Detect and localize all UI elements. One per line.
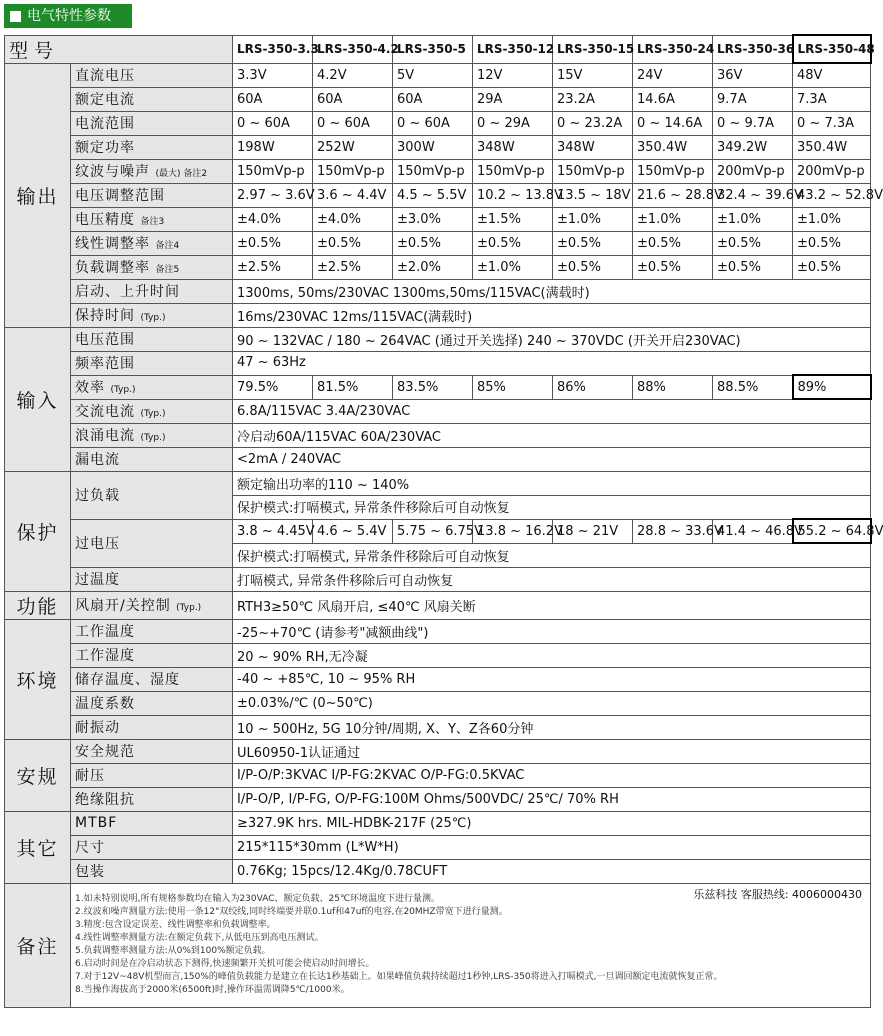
rated-current-value: 60A <box>233 87 313 111</box>
overvoltage-value: 3.8 ~ 4.45V <box>233 519 313 543</box>
rated-power-value: 198W <box>233 135 313 159</box>
efficiency-label: 效率 (Typ.) <box>71 375 233 399</box>
line-reg-value: ±0.5% <box>473 231 553 255</box>
service-hotline: 乐兹科技 客服热线: 4006000430 <box>693 887 863 901</box>
table-row <box>5 135 871 159</box>
rated-current-value: 60A <box>393 87 473 111</box>
line-reg-value: ±0.5% <box>313 231 393 255</box>
load-reg-note: 备注5 <box>155 265 180 275</box>
overvoltage-value: 55.2 ~ 64.8V <box>793 519 871 543</box>
temp-coeff-value: ±0.03%/℃ (0~50℃) <box>233 691 871 715</box>
temp-coeff-label: 温度系数 <box>71 691 233 715</box>
mtbf-label: MTBF <box>71 811 233 835</box>
rated-power-value: 349.2W <box>713 135 793 159</box>
packing-label: 包装 <box>71 859 233 883</box>
line-reg-value: ±0.5% <box>793 231 871 255</box>
table-row <box>5 667 871 691</box>
working-humidity-label: 工作湿度 <box>71 643 233 667</box>
note-line: 2.纹波和噪声测量方法:使用一条12"双绞线,同时终端要并联0.1uf和47uf的电容,在20MHZ带宽下进行量测。 <box>75 907 508 917</box>
line-reg-value: ±0.5% <box>633 231 713 255</box>
withstand-label: 耐压 <box>71 763 233 787</box>
current-range-value: 0 ~ 60A <box>233 111 313 135</box>
overvoltage-mode: 保护模式:打嗝模式, 异常条件移除后可自动恢复 <box>233 543 871 567</box>
overtemp-label: 过温度 <box>71 567 233 591</box>
voltage-adj-value: 3.6 ~ 4.4V <box>313 183 393 207</box>
model-header: LRS-350-12 <box>473 35 553 63</box>
overvoltage-value: 28.8 ~ 33.6V <box>633 519 713 543</box>
working-temp-label: 工作温度 <box>71 619 233 643</box>
voltage-adj-value: 10.2 ~ 13.8V <box>473 183 553 207</box>
voltage-range-value: 90 ~ 132VAC / 180 ~ 264VAC (通过开关选择) 240 ~ 370VDC (开关开启230VAC) <box>233 327 871 351</box>
spec-table <box>4 34 883 1008</box>
safety-group: 安规 <box>5 739 71 811</box>
line-reg-value: ±0.5% <box>553 231 633 255</box>
dc-voltage-value: 5V <box>393 63 473 87</box>
voltage-tol-value: ±1.0% <box>793 207 871 231</box>
ripple-note: (最大) 备注2 <box>155 169 208 179</box>
square-icon <box>10 11 21 22</box>
rated-current-value: 7.3A <box>793 87 871 111</box>
current-range-value: 0 ~ 29A <box>473 111 553 135</box>
voltage-adj-value: 32.4 ~ 39.6V <box>713 183 793 207</box>
voltage-tol-value: ±1.5% <box>473 207 553 231</box>
isolation-label: 绝缘阻抗 <box>71 787 233 811</box>
dc-voltage-value: 24V <box>633 63 713 87</box>
dc-voltage-value: 3.3V <box>233 63 313 87</box>
table-row <box>5 423 871 447</box>
overtemp-value: 打嗝模式, 异常条件移除后可自动恢复 <box>233 567 871 591</box>
ripple-value: 150mVp-p <box>313 159 393 183</box>
leakage-value: <2mA / 240VAC <box>233 447 871 471</box>
model-label: 型号 <box>5 35 233 63</box>
overvoltage-label: 过电压 <box>71 519 233 567</box>
table-row <box>5 111 871 135</box>
current-range-value: 0 ~ 60A <box>313 111 393 135</box>
note-line: 3.精度:包含设定误差、线性调整率和负载调整率。 <box>75 920 276 930</box>
dc-voltage-value: 4.2V <box>313 63 393 87</box>
load-reg-value: ±2.5% <box>233 255 313 279</box>
dc-voltage-label: 直流电压 <box>71 63 233 87</box>
section-title: 电气特性参数 <box>4 4 132 28</box>
efficiency-value: 88% <box>633 375 713 399</box>
current-range-label: 电流范围 <box>71 111 233 135</box>
table-row <box>5 375 871 399</box>
table-row <box>5 231 871 255</box>
ripple-value: 150mVp-p <box>633 159 713 183</box>
voltage-adj-value: 4.5 ~ 5.5V <box>393 183 473 207</box>
rated-power-value: 350.4W <box>793 135 871 159</box>
voltage-range-label: 电压范围 <box>71 327 233 351</box>
ripple-value: 150mVp-p <box>553 159 633 183</box>
dc-voltage-value: 15V <box>553 63 633 87</box>
withstand-value: I/P-O/P:3KVAC I/P-FG:2KVAC O/P-FG:0.5KVAC <box>233 763 871 787</box>
standards-label: 安全规范 <box>71 739 233 763</box>
load-reg-value: ±2.0% <box>393 255 473 279</box>
ripple-label: 纹波与噪声 (最大) 备注2 <box>71 159 233 183</box>
current-range-value: 0 ~ 23.2A <box>553 111 633 135</box>
voltage-adj-label: 电压调整范围 <box>71 183 233 207</box>
table-row <box>5 351 871 375</box>
table-row <box>5 691 871 715</box>
table-row <box>5 883 871 1007</box>
hold-up-value: 16ms/230VAC 12ms/115VAC(满载时) <box>233 303 871 327</box>
table-row <box>5 787 871 811</box>
table-row <box>5 303 871 327</box>
current-range-value: 0 ~ 7.3A <box>793 111 871 135</box>
line-reg-note: 备注4 <box>155 241 180 251</box>
packing-value: 0.76Kg; 15pcs/12.4Kg/0.78CUFT <box>233 859 871 883</box>
current-range-value: 0 ~ 14.6A <box>633 111 713 135</box>
load-reg-value: ±0.5% <box>713 255 793 279</box>
table-row <box>5 715 871 739</box>
rated-current-value: 60A <box>313 87 393 111</box>
model-header: LRS-350-24 <box>633 35 713 63</box>
note-line: 8.当操作海拔高于2000米(6500ft)时,操作环温需调降5℃/1000米。 <box>75 985 350 995</box>
ac-current-label: 交流电流 (Typ.) <box>71 399 233 423</box>
voltage-adj-value: 2.97 ~ 3.6V <box>233 183 313 207</box>
notes-content <box>71 883 871 1007</box>
dimension-value: 215*115*30mm (L*W*H) <box>233 835 871 859</box>
efficiency-value: 88.5% <box>713 375 793 399</box>
table-row <box>5 859 871 883</box>
model-header: LRS-350-5 <box>393 35 473 63</box>
efficiency-value: 85% <box>473 375 553 399</box>
working-humidity-value: 20 ~ 90% RH,无冷凝 <box>233 643 871 667</box>
protection-group: 保护 <box>5 471 71 591</box>
overvoltage-value: 5.75 ~ 6.75V <box>393 519 473 543</box>
fan-label: 风扇开/关控制 (Typ.) <box>71 591 233 619</box>
inrush-label: 浪涌电流 (Typ.) <box>71 423 233 447</box>
load-reg-value: ±2.5% <box>313 255 393 279</box>
dc-voltage-value: 12V <box>473 63 553 87</box>
table-row <box>5 255 871 279</box>
overvoltage-value: 41.4 ~ 46.8V <box>713 519 793 543</box>
freq-range-label: 频率范围 <box>71 351 233 375</box>
efficiency-note: (Typ.) <box>110 385 136 395</box>
efficiency-value: 83.5% <box>393 375 473 399</box>
table-row <box>5 183 871 207</box>
table-row <box>5 763 871 787</box>
efficiency-value: 89% <box>793 375 871 399</box>
current-range-value: 0 ~ 9.7A <box>713 111 793 135</box>
efficiency-value: 86% <box>553 375 633 399</box>
note-line: 7.对于12V~48V机型而言,150%的峰值负载能力是建立在长达1秒基础上。如果峰值负载持续超过1秒钟,LRS-350将进入打嗝模式,一旦调回额定电流就恢复正常。 <box>75 972 723 982</box>
dc-voltage-value: 36V <box>713 63 793 87</box>
rated-power-value: 252W <box>313 135 393 159</box>
rated-power-value: 350.4W <box>633 135 713 159</box>
vibration-value: 10 ~ 500Hz, 5G 10分钟/周期, X、Y、Z各60分钟 <box>233 715 871 739</box>
efficiency-value: 79.5% <box>233 375 313 399</box>
note-line: 5.负载调整率测量方法:从0%到100%额定负载。 <box>75 946 271 956</box>
rated-power-value: 348W <box>553 135 633 159</box>
rated-current-label: 额定电流 <box>71 87 233 111</box>
voltage-tol-value: ±4.0% <box>313 207 393 231</box>
model-header: LRS-350-36 <box>713 35 793 63</box>
table-row <box>5 159 871 183</box>
inrush-value: 冷启动60A/115VAC 60A/230VAC <box>233 423 871 447</box>
line-reg-value: ±0.5% <box>393 231 473 255</box>
leakage-label: 漏电流 <box>71 447 233 471</box>
voltage-adj-value: 13.5 ~ 18V <box>553 183 633 207</box>
load-reg-value: ±0.5% <box>553 255 633 279</box>
table-row <box>5 835 871 859</box>
overvoltage-value: 4.6 ~ 5.4V <box>313 519 393 543</box>
rated-current-value: 29A <box>473 87 553 111</box>
voltage-adj-value: 43.2 ~ 52.8V <box>793 183 871 207</box>
table-row <box>5 567 871 591</box>
table-row <box>5 279 871 303</box>
voltage-tol-value: ±1.0% <box>633 207 713 231</box>
table-row <box>5 87 871 111</box>
overload-label: 过负载 <box>71 471 233 519</box>
note-line: 1.如未特别说明,所有规格参数均在输入为230VAC、额定负载、25℃环境温度下进行量测。 <box>75 894 441 904</box>
current-range-value: 0 ~ 60A <box>393 111 473 135</box>
inrush-note: (Typ.) <box>140 433 166 443</box>
setup-rise-value: 1300ms, 50ms/230VAC 1300ms,50ms/115VAC(满载时) <box>233 279 871 303</box>
input-group: 输入 <box>5 327 71 471</box>
overload-value: 额定输出功率的110 ~ 140% <box>233 471 871 495</box>
load-reg-label: 负载调整率 备注5 <box>71 255 233 279</box>
isolation-value: I/P-O/P, I/P-FG, O/P-FG:100M Ohms/500VDC/ 25℃/ 70% RH <box>233 787 871 811</box>
ac-current-value: 6.8A/115VAC 3.4A/230VAC <box>233 399 871 423</box>
table-row <box>5 471 871 495</box>
ripple-value: 150mVp-p <box>473 159 553 183</box>
table-row <box>5 63 871 87</box>
rated-power-value: 300W <box>393 135 473 159</box>
dimension-label: 尺寸 <box>71 835 233 859</box>
setup-rise-label: 启动、上升时间 <box>71 279 233 303</box>
line-reg-label: 线性调整率 备注4 <box>71 231 233 255</box>
model-header: LRS-350-4.2 <box>313 35 393 63</box>
efficiency-value: 81.5% <box>313 375 393 399</box>
table-row <box>5 591 871 619</box>
ripple-value: 200mVp-p <box>713 159 793 183</box>
ac-current-note: (Typ.) <box>140 409 166 419</box>
output-group: 输出 <box>5 63 71 327</box>
voltage-tol-value: ±3.0% <box>393 207 473 231</box>
rated-current-value: 23.2A <box>553 87 633 111</box>
freq-range-value: 47 ~ 63Hz <box>233 351 871 375</box>
hold-up-label: 保持时间 (Typ.) <box>71 303 233 327</box>
function-group: 功能 <box>5 591 71 619</box>
note-line: 6.启动时间是在冷启动状态下测得,快速频繁开关机可能会使启动时间增长。 <box>75 959 375 969</box>
table-row <box>5 447 871 471</box>
voltage-tol-value: ±1.0% <box>713 207 793 231</box>
rated-current-value: 14.6A <box>633 87 713 111</box>
note-line: 4.线性调整率测量方法:在额定负载下,从低电压到高电压测试。 <box>75 933 324 943</box>
table-row <box>5 207 871 231</box>
overload-value: 保护模式:打嗝模式, 异常条件移除后可自动恢复 <box>233 495 871 519</box>
model-header: LRS-350-15 <box>553 35 633 63</box>
storage-label: 储存温度、湿度 <box>71 667 233 691</box>
table-row <box>5 35 871 63</box>
ripple-value: 200mVp-p <box>793 159 871 183</box>
hold-up-note: (Typ.) <box>140 313 166 323</box>
fan-note: (Typ.) <box>176 603 202 613</box>
working-temp-value: -25~+70℃ (请参考"减额曲线") <box>233 619 871 643</box>
load-reg-value: ±1.0% <box>473 255 553 279</box>
table-row <box>5 739 871 763</box>
storage-value: -40 ~ +85℃, 10 ~ 95% RH <box>233 667 871 691</box>
notes-group: 备注 <box>5 883 71 1007</box>
overvoltage-value: 13.8 ~ 16.2V <box>473 519 553 543</box>
model-header: LRS-350-3.3 <box>233 35 313 63</box>
load-reg-value: ±0.5% <box>633 255 713 279</box>
environment-group: 环境 <box>5 619 71 739</box>
load-reg-value: ±0.5% <box>793 255 871 279</box>
voltage-tol-note: 备注3 <box>140 217 165 227</box>
table-row <box>5 811 871 835</box>
ripple-value: 150mVp-p <box>393 159 473 183</box>
table-row <box>5 519 871 543</box>
ripple-value: 150mVp-p <box>233 159 313 183</box>
others-group: 其它 <box>5 811 71 883</box>
overvoltage-value: 18 ~ 21V <box>553 519 633 543</box>
rated-power-value: 348W <box>473 135 553 159</box>
table-row <box>5 619 871 643</box>
rated-power-label: 额定功率 <box>71 135 233 159</box>
dc-voltage-value: 48V <box>793 63 871 87</box>
standards-value: UL60950-1认证通过 <box>233 739 871 763</box>
model-header: LRS-350-48 <box>793 35 871 63</box>
mtbf-value: ≥327.9K hrs. MIL-HDBK-217F (25℃) <box>233 811 871 835</box>
line-reg-value: ±0.5% <box>713 231 793 255</box>
fan-value: RTH3≥50℃ 风扇开启, ≤40℃ 风扇关断 <box>233 591 871 619</box>
table-row <box>5 643 871 667</box>
rated-current-value: 9.7A <box>713 87 793 111</box>
voltage-tol-value: ±4.0% <box>233 207 313 231</box>
table-row <box>5 327 871 351</box>
line-reg-value: ±0.5% <box>233 231 313 255</box>
vibration-label: 耐振动 <box>71 715 233 739</box>
voltage-tol-value: ±1.0% <box>553 207 633 231</box>
voltage-tol-label: 电压精度 备注3 <box>71 207 233 231</box>
voltage-adj-value: 21.6 ~ 28.8V <box>633 183 713 207</box>
table-row <box>5 399 871 423</box>
